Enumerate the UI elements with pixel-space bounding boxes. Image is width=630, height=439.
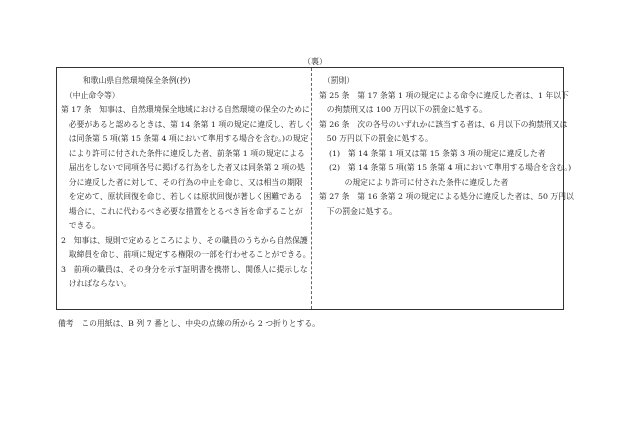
text-line: の規定により許可に付された条件に違反した者	[329, 177, 509, 187]
text-line: できる。	[61, 221, 100, 230]
text-line: 50 万円以下の罰金に処する。	[319, 134, 433, 143]
text-line: (2) 第 14 条第 5 項(第 15 条第 4 項において準用する場合を含む。)	[329, 163, 572, 172]
ordinance-column	[61, 74, 312, 292]
text-line: 届出をしないで同項各号に掲げる行為をした者又は同条第 2 項の処	[61, 163, 305, 172]
text-line: 取締員を命じ、前項に規定する権限の一部を行わせることができる。	[61, 250, 311, 259]
text-line: 必要があると認めるときは、第 14 条第 1 項の規定に違反し、若しく	[61, 119, 312, 129]
text-line: 2 知事は、規則で定めるところにより、その職員のうちから自然保護	[61, 235, 308, 245]
remark-note: 備考 この用紙は、B 列 7 番とし、中央の点線の所から 2 つ折りとする。	[58, 319, 320, 328]
text-line: 第 25 条 第 17 条第 1 項の規定による命令に違反した者は、1 年以下	[319, 90, 569, 100]
document-frame	[56, 67, 574, 310]
text-line: 第 17 条 知事は、自然環境保全地域における自然環境の保全のために	[61, 105, 310, 114]
text-line: を定めて、原状回復を命じ、若しくは原状回復が著しく困難である	[61, 192, 303, 201]
ordinance-title: 和歌山県自然環境保全条例(抄)	[83, 76, 191, 85]
penalty-column	[319, 74, 574, 219]
side-label: （裏）	[303, 57, 327, 66]
section-heading-penalties: （罰則）	[323, 76, 355, 85]
text-line: の拘禁刑又は 100 万円以下の罰金に処する。	[319, 105, 487, 114]
text-line: により許可に付された条件に違反した者、前条第 1 項の規定による	[61, 148, 305, 158]
text-line: ければならない。	[61, 279, 132, 288]
text-line: 分に違反した者に対して、その行為の中止を命じ、又は相当の期限	[61, 177, 303, 187]
section-heading-stop-order: （中止命令等）	[65, 90, 120, 100]
text-line: 下の罰金に処する。	[319, 206, 397, 216]
text-line: (1) 第 14 条第 1 項又は第 15 条第 3 項の規定に違反した者	[329, 148, 546, 158]
text-line: 場合に、これに代わるべき必要な措置をとるべき旨を命ずることが	[61, 206, 303, 216]
text-line: は同条第 5 項(第 15 条第 4 項において準用する場合を含む。)の規定	[61, 134, 309, 143]
text-line: 第 26 条 次の各号のいずれかに該当する者は、6 月以下の拘禁刑又は	[319, 119, 568, 129]
fold-line	[311, 68, 312, 309]
text-line: 第 27 条 第 16 条第 2 項の規定による処分に違反した者は、50 万円以	[319, 192, 574, 201]
text-line: 3 前項の職員は、その身分を示す証明書を携帯し、関係人に提示しな	[61, 264, 308, 274]
